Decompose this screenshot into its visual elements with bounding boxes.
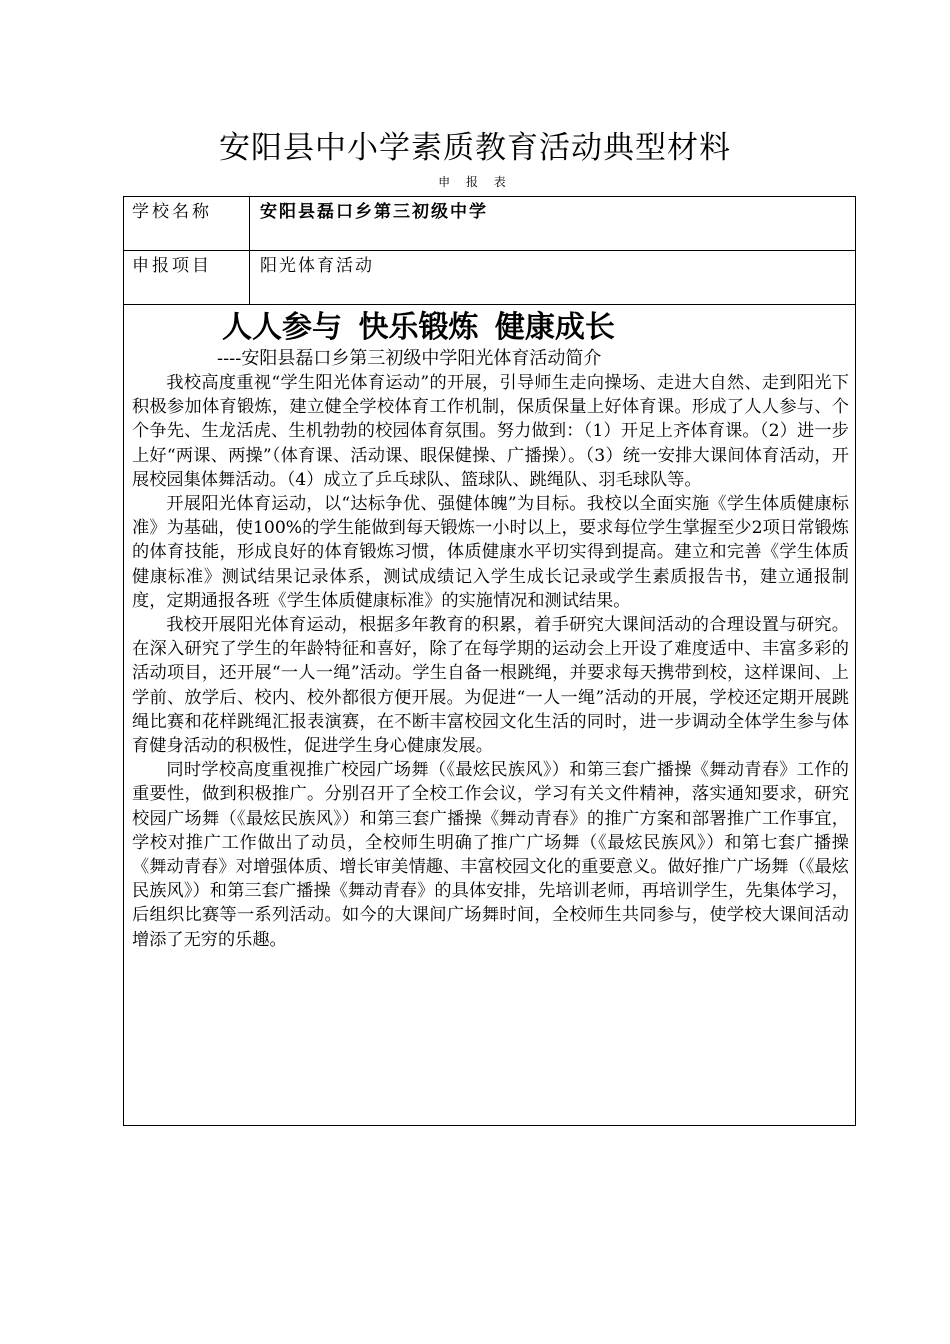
application-form-table <box>123 196 856 1126</box>
school-name-label: 学校名称 <box>124 197 250 250</box>
project-label: 申报项目 <box>124 251 250 304</box>
article-paragraph-4: 同时学校高度重视推广校园广场舞（《最炫民族风》）和第三套广播操《舞动青春》工作的重要性，做到积极推广。分别召开了全校工作会议，学习有关文件精神，落实通知要求，研究校园广场舞（《最炫民族风》）和第三套广播操《舞动青春》的推广方案和部署推广工作事宜，学校对推广工作做出了动员，全校师生明确了推广广场舞（《最炫民族风》）和第七套广播操《舞动青春》对增强体质、增长审美情趣、丰富校园文化的重要意义。做好推广广场舞（《最炫民族风》）和第三套广播操《舞动青春》的具体安排，先培训老师，再培训学生，先集体学习，后组织比赛等一系列活动。如今的大课间广场舞时间，全校师生共同参与，使学校大课间活动增添了无穷的乐趣。 <box>132 760 849 950</box>
form-row-school <box>124 197 855 251</box>
article-paragraph-2: 开展阳光体育运动，以“达标争优、强健体魄”为目标。我校以全面实施《学生体质健康标准》为基础，使100%的学生能做到每天锻炼一小时以上，要求每位学生掌握至少2项日常锻炼的体育技能，形成良好的体育锻炼习惯，体质健康水平切实得到提高。建立和完善《学生体质健康标准》测试结果记录体系，测试成绩记入学生成长记录或学生素质报告书，建立通报制度，定期通报各班《学生体质健康标准》的实施情况和测试结果。 <box>132 494 849 611</box>
article-content <box>132 309 849 952</box>
form-row-project <box>124 251 855 305</box>
document-subtitle: 申 报 表 <box>438 175 512 189</box>
article-title: 人人参与 快乐锻炼 健康成长 <box>222 310 615 345</box>
article-subtitle: ----安阳县磊口乡第三初级中学阳光体育活动简介 <box>217 348 602 369</box>
school-name-value: 安阳县磊口乡第三初级中学 <box>260 202 488 222</box>
document-title: 安阳县中小学素质教育活动典型材料 <box>219 130 731 166</box>
article-paragraph-1: 我校高度重视“学生阳光体育运动”的开展，引导师生走向操场、走进大自然、走到阳光下积极参加体育锻炼，建立健全学校体育工作机制，保质保量上好体育课。形成了人人参与、个个争先、生龙活虎、生机勃勃的校园体育氛围。努力做到：（1）开足上齐体育课。（2）进一步上好“两课、两操”（体育课、活动课、眼保健操、广播操）。（3）统一安排大课间体育活动，开展校园集体舞活动。（4）成立了乒乓球队、篮球队、跳绳队、羽毛球队等。 <box>132 373 849 490</box>
article-paragraph-3: 我校开展阳光体育运动，根据多年教育的积累，着手研究大课间活动的合理设置与研究。在深入研究了学生的年龄特征和喜好，除了在每学期的运动会上开设了难度适中、丰富多彩的活动项目，还开展“一人一绳”活动。学生自备一根跳绳，并要求每天携带到校，这样课间、上学前、放学后、校内、校外都很方便开展。为促进“一人一绳”活动的开展，学校还定期开展跳绳比赛和花样跳绳汇报表演赛，在不断丰富校园文化生活的同时，进一步调动全体学生参与体育健身活动的积极性，促进学生身心健康发展。 <box>132 615 849 757</box>
project-value: 阳光体育活动 <box>260 256 374 276</box>
